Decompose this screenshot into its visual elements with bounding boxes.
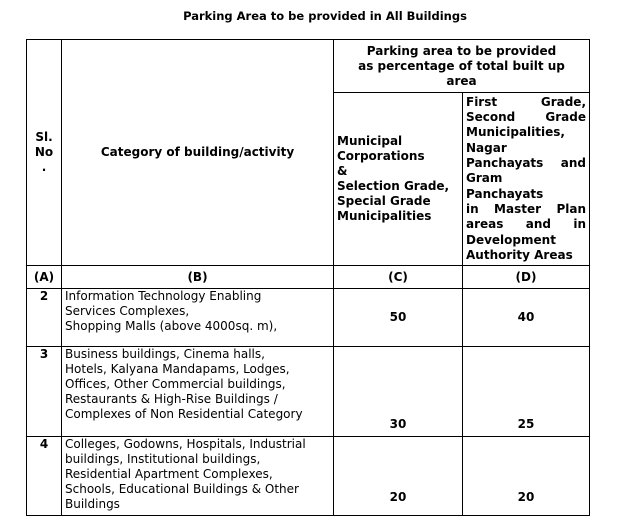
sl-no-header-line: .: [41, 160, 47, 174]
col-c-header-line: Corporations: [337, 149, 425, 163]
row-category: [62, 347, 334, 437]
row-category: [62, 289, 334, 347]
column-label-d: (D): [463, 266, 590, 289]
row-category-line: Schools, Educational Buildings & Other: [65, 482, 299, 496]
col-d-header-line: areas and in: [466, 217, 586, 232]
page-title: Parking Area to be provided in All Buildings: [183, 9, 467, 23]
row-category-line: Shopping Malls (above 4000sq. m),: [65, 319, 278, 333]
row-value-c: 20: [334, 437, 463, 516]
row-value-c: 30: [334, 347, 463, 437]
row-sl-no: 4: [27, 437, 62, 516]
col-d-header-line: Authority Areas: [466, 247, 573, 262]
column-label-b: (B): [62, 266, 334, 289]
table-row: [27, 437, 590, 516]
parking-area-header: [334, 40, 590, 93]
row-value-d: 25: [463, 347, 590, 437]
col-c-header-line: Selection Grade,: [337, 179, 450, 193]
row-category: [62, 437, 334, 516]
parking-area-header-line: as percentage of total built up: [358, 58, 565, 73]
col-d-header-line: Development: [466, 232, 556, 247]
col-d-header-line: Municipalities,: [466, 125, 565, 140]
col-c-header-line: Municipalities: [337, 209, 432, 223]
header-row: [27, 40, 590, 93]
col-d-header-line: Nagar: [466, 140, 507, 155]
row-sl-no: 2: [27, 289, 62, 347]
row-value-c: 50: [334, 289, 463, 347]
col-d-header-line: Panchayats and: [466, 156, 586, 171]
col-d-header-line: Gram: [466, 171, 503, 186]
column-label-c: (C): [334, 266, 463, 289]
col-c-header-line: &: [337, 164, 348, 178]
row-category-line: Residential Apartment Complexes,: [65, 467, 273, 481]
col-d-header-line: Panchayats: [466, 186, 544, 201]
table-row: [27, 289, 590, 347]
col-d-header-line: Second Grade: [466, 110, 586, 125]
col-c-header-line: Municipal: [337, 134, 403, 148]
col-c-header: [334, 93, 463, 266]
sl-no-header-line: Sl.: [35, 130, 53, 144]
sl-no-header-line: No: [34, 145, 54, 159]
parking-table: [26, 39, 590, 516]
row-category-line: Business buildings, Cinema halls,: [65, 347, 265, 361]
col-c-header-line: Special Grade: [337, 194, 431, 208]
row-value-d: 20: [463, 437, 590, 516]
row-category-line: Restaurants & High-Rise Buildings /: [65, 392, 278, 406]
row-category-line: Colleges, Godowns, Hospitals, Industrial: [65, 437, 306, 451]
table-row: [27, 347, 590, 437]
row-category-line: buildings, Institutional buildings,: [65, 452, 261, 466]
row-category-line: Information Technology Enabling: [65, 289, 262, 303]
column-label-a: (A): [27, 266, 62, 289]
col-d-header-line: in Master Plan: [466, 201, 586, 216]
col-d-header: [463, 93, 590, 266]
row-sl-no: 3: [27, 347, 62, 437]
row-category-line: Offices, Other Commercial buildings,: [65, 377, 286, 391]
category-header: Category of building/activity: [62, 40, 334, 266]
row-category-line: Services Complexes,: [65, 304, 190, 318]
column-label-row: [27, 266, 590, 289]
row-value-d: 40: [463, 289, 590, 347]
parking-area-header-line: area: [446, 73, 477, 88]
row-category-line: Hotels, Kalyana Mandapams, Lodges,: [65, 362, 290, 376]
sl-no-header: [27, 40, 62, 266]
row-category-line: Complexes of Non Residential Category: [65, 407, 303, 421]
parking-area-header-line: Parking area to be provided: [366, 43, 557, 58]
col-d-header-line: First Grade,: [466, 94, 586, 109]
row-category-line: Buildings: [65, 497, 120, 511]
